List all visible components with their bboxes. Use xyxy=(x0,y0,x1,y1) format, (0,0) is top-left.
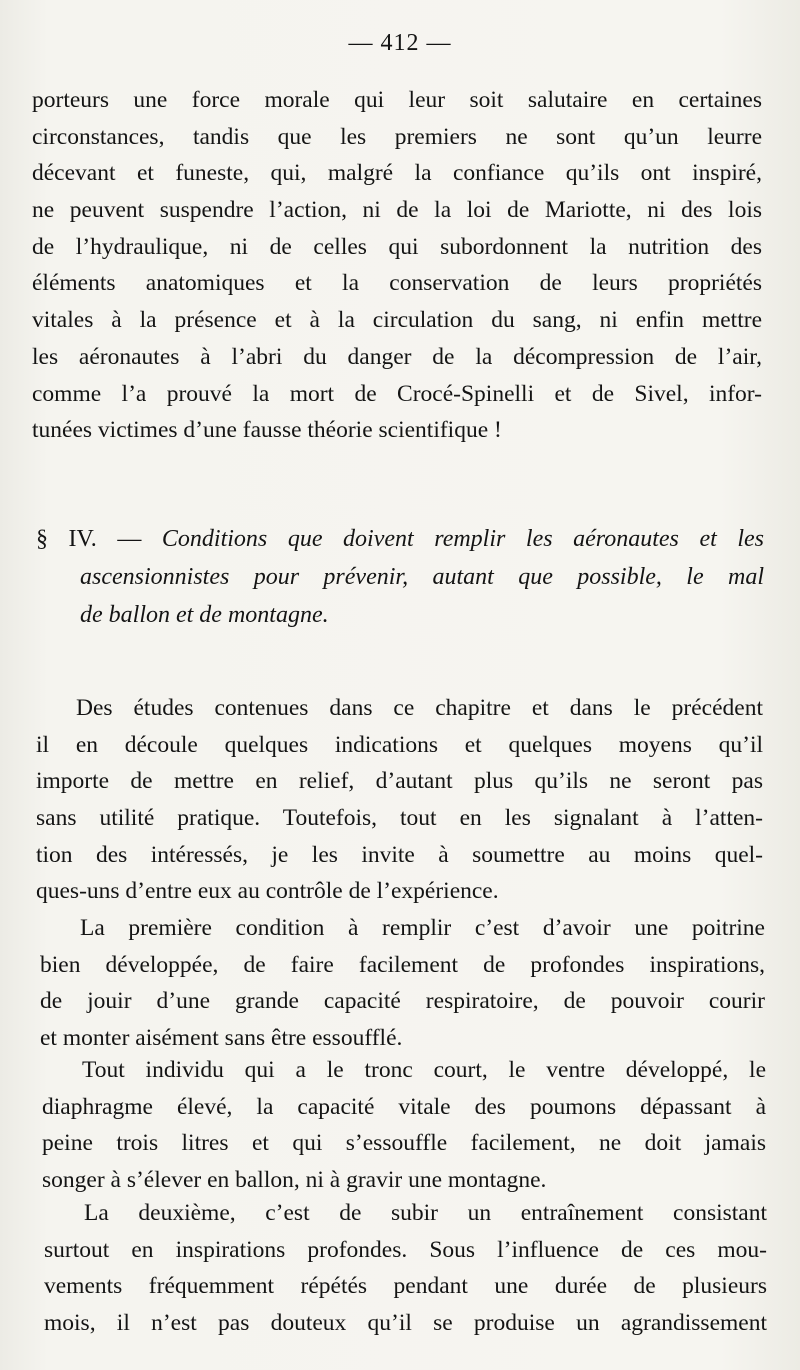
text-line: de jouir d’une grande capacité respiratoire, de pouvoir courir xyxy=(40,988,765,1015)
heading-line xyxy=(36,520,764,558)
text-line: comme l’a prouvé la mort de Crocé-Spinelli et de Sivel, infor- xyxy=(32,380,762,407)
text-line: ques-uns d’entre eux au contrôle de l’expérience. xyxy=(36,878,499,905)
text-line: porteurs une force morale qui leur soit salutaire en certaines xyxy=(32,87,762,113)
text-line: ne peuvent suspendre l’action, ni de la loi de Mariotte, ni des lois xyxy=(32,197,762,224)
text-line: vements fréquemment répétés pendant une durée de plusieurs xyxy=(44,1273,767,1300)
paragraph-continuation xyxy=(32,82,762,449)
text-line: La deuxième, c’est de subir un entraînement consistant xyxy=(84,1200,767,1226)
paragraph xyxy=(40,910,765,1057)
text-line: tion des intéressés, je les invite à soumettre au moins quel- xyxy=(36,841,763,868)
heading-line: ascensionnistes pour prévenir, autant que possible, le mal xyxy=(80,564,764,590)
text-line: surtout en inspirations profondes. Sous l’influence de ces mou- xyxy=(44,1236,767,1263)
text-line: tunées victimes d’une fausse théorie scientifique ! xyxy=(32,417,502,444)
text-line: Tout individu qui a le tronc court, le ventre développé, le xyxy=(82,1057,766,1083)
page-number: — 412 — xyxy=(348,30,452,56)
text-line: diaphragme élevé, la capacité vitale des poumons dépassant à xyxy=(42,1093,766,1120)
text-line: de l’hydraulique, ni de celles qui subordonnent la nutrition des xyxy=(32,233,762,260)
paragraph xyxy=(44,1195,767,1342)
text-line: La première condition à remplir c’est d’avoir une poitrine xyxy=(80,915,765,941)
text-line: mois, il n’est pas douteux qu’il se produise un agrandissement xyxy=(44,1310,767,1337)
text-line: et monter aisément sans être essoufflé. xyxy=(40,1025,403,1052)
text-line: sans utilité pratique. Toutefois, tout en les signalant à l’atten- xyxy=(36,805,763,832)
text-line: il en découle quelques indications et quelques moyens qu’il xyxy=(36,731,763,758)
text-line: peine trois litres et qui s’essouffle facilement, ne doit jamais xyxy=(42,1130,766,1157)
text-line: éléments anatomiques et la conservation de leurs propriétés xyxy=(32,270,762,297)
text-line: décevant et funeste, qui, malgré la confiance qu’ils ont inspiré, xyxy=(32,160,762,187)
text-line: bien développée, de faire facilement de profondes inspirations, xyxy=(40,951,765,978)
text-line: les aéronautes à l’abri du danger de la décompression de l’air, xyxy=(32,343,762,370)
text-line: songer à s’élever en ballon, ni à gravir une montagne. xyxy=(42,1167,547,1194)
heading-title-part: Conditions que doivent remplir les aéronautes et les xyxy=(161,526,765,552)
text-line: circonstances, tandis que les premiers ne sont qu’un leurre xyxy=(32,123,762,150)
heading-line: de ballon et de montagne. xyxy=(80,602,329,628)
section-heading xyxy=(36,520,764,634)
text-line: Des études contenues dans ce chapitre et dans le précédent xyxy=(76,695,763,721)
text-line: importe de mettre en relief, d’autant plus qu’ils ne seront pas xyxy=(36,768,763,795)
paragraph xyxy=(42,1052,766,1199)
text-line: vitales à la présence et à la circulation du sang, ni enfin mettre xyxy=(32,307,762,334)
section-label: § IV. — xyxy=(36,526,142,552)
paragraph xyxy=(36,690,763,910)
